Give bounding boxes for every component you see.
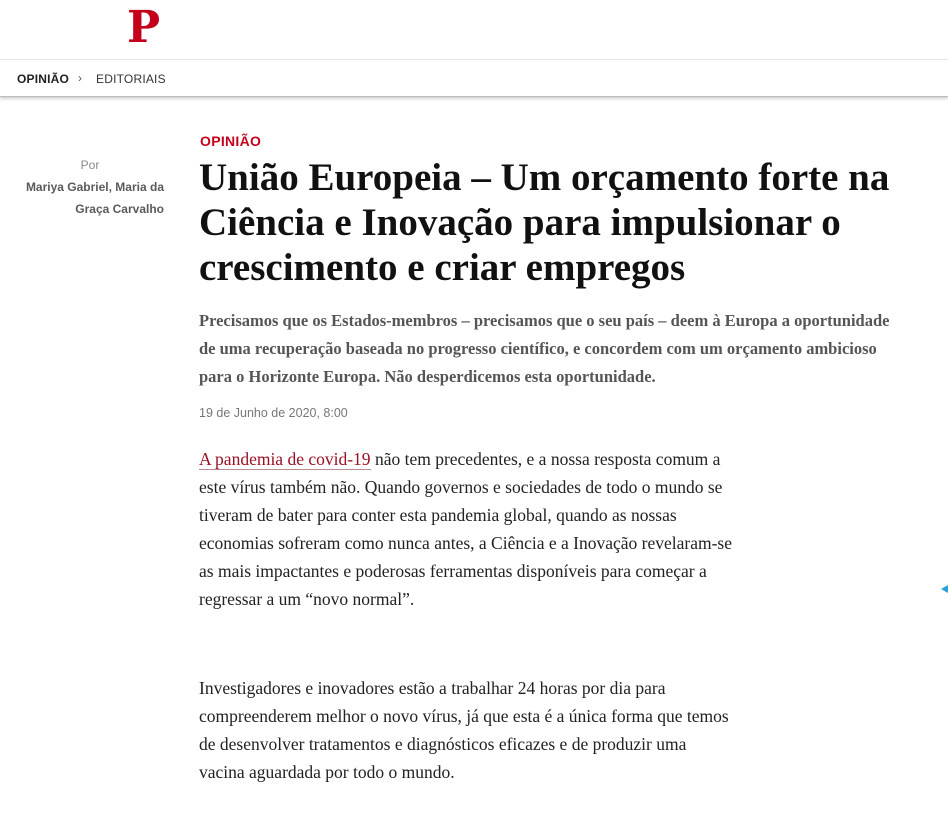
paragraph-text: não tem precedentes, e a nossa resposta comum a este vírus também não. Quando governos e sociedades de todo o mundo se tiveram de bater para conter esta pandemia global, quando as nossas economias sofreram como nunca antes, a Ciência e a Inovação revelaram-se as mais impactantes e poderosas ferramentas disponíveis para começar a regressar a um “novo normal”.	[199, 449, 733, 609]
breadcrumb	[0, 60, 948, 97]
article-title: União Europeia – Um orçamento forte na Ciência e Inovação para impulsionar o crescimento e criar empregos	[199, 156, 890, 289]
article-paragraph: Investigadores e inovadores estão a trabalhar 24 horas por dia para compreenderem melhor o novo vírus, já que esta é a única forma que temos de desenvolver tratamentos e diagnósticos eficazes e de produzir uma vacina aguardada por todo o mundo.	[199, 678, 729, 782]
breadcrumb-editoriais-link[interactable]: EDITORIAIS	[96, 72, 166, 86]
author-names-link[interactable]: Mariya Gabriel, Maria da Graça Carvalho	[25, 180, 164, 216]
publish-date: 19 de Junho de 2020, 8:00	[199, 406, 348, 420]
chevron-right-icon: ›	[78, 71, 82, 85]
publico-logo[interactable]: P	[127, 2, 160, 53]
byline-label: Por	[80, 158, 100, 172]
covid-19-link[interactable]: A pandemia de covid-19	[199, 449, 371, 469]
article-paragraph	[199, 445, 734, 613]
top-bar	[0, 0, 948, 60]
breadcrumb-opiniao-link[interactable]: OPINIÃO	[17, 72, 70, 86]
byline	[10, 154, 170, 220]
article-section-kicker[interactable]: OPINIÃO	[200, 133, 262, 149]
caret-left-icon[interactable]	[941, 585, 948, 593]
article-lede: Precisamos que os Estados-membros – precisamos que o seu país – deem à Europa a oportunidade de uma recuperação baseada no progresso científico, e concordem com um orçamento ambicioso para o Horizonte Europa. Não desperdicemos esta oportunidade.	[199, 311, 890, 386]
